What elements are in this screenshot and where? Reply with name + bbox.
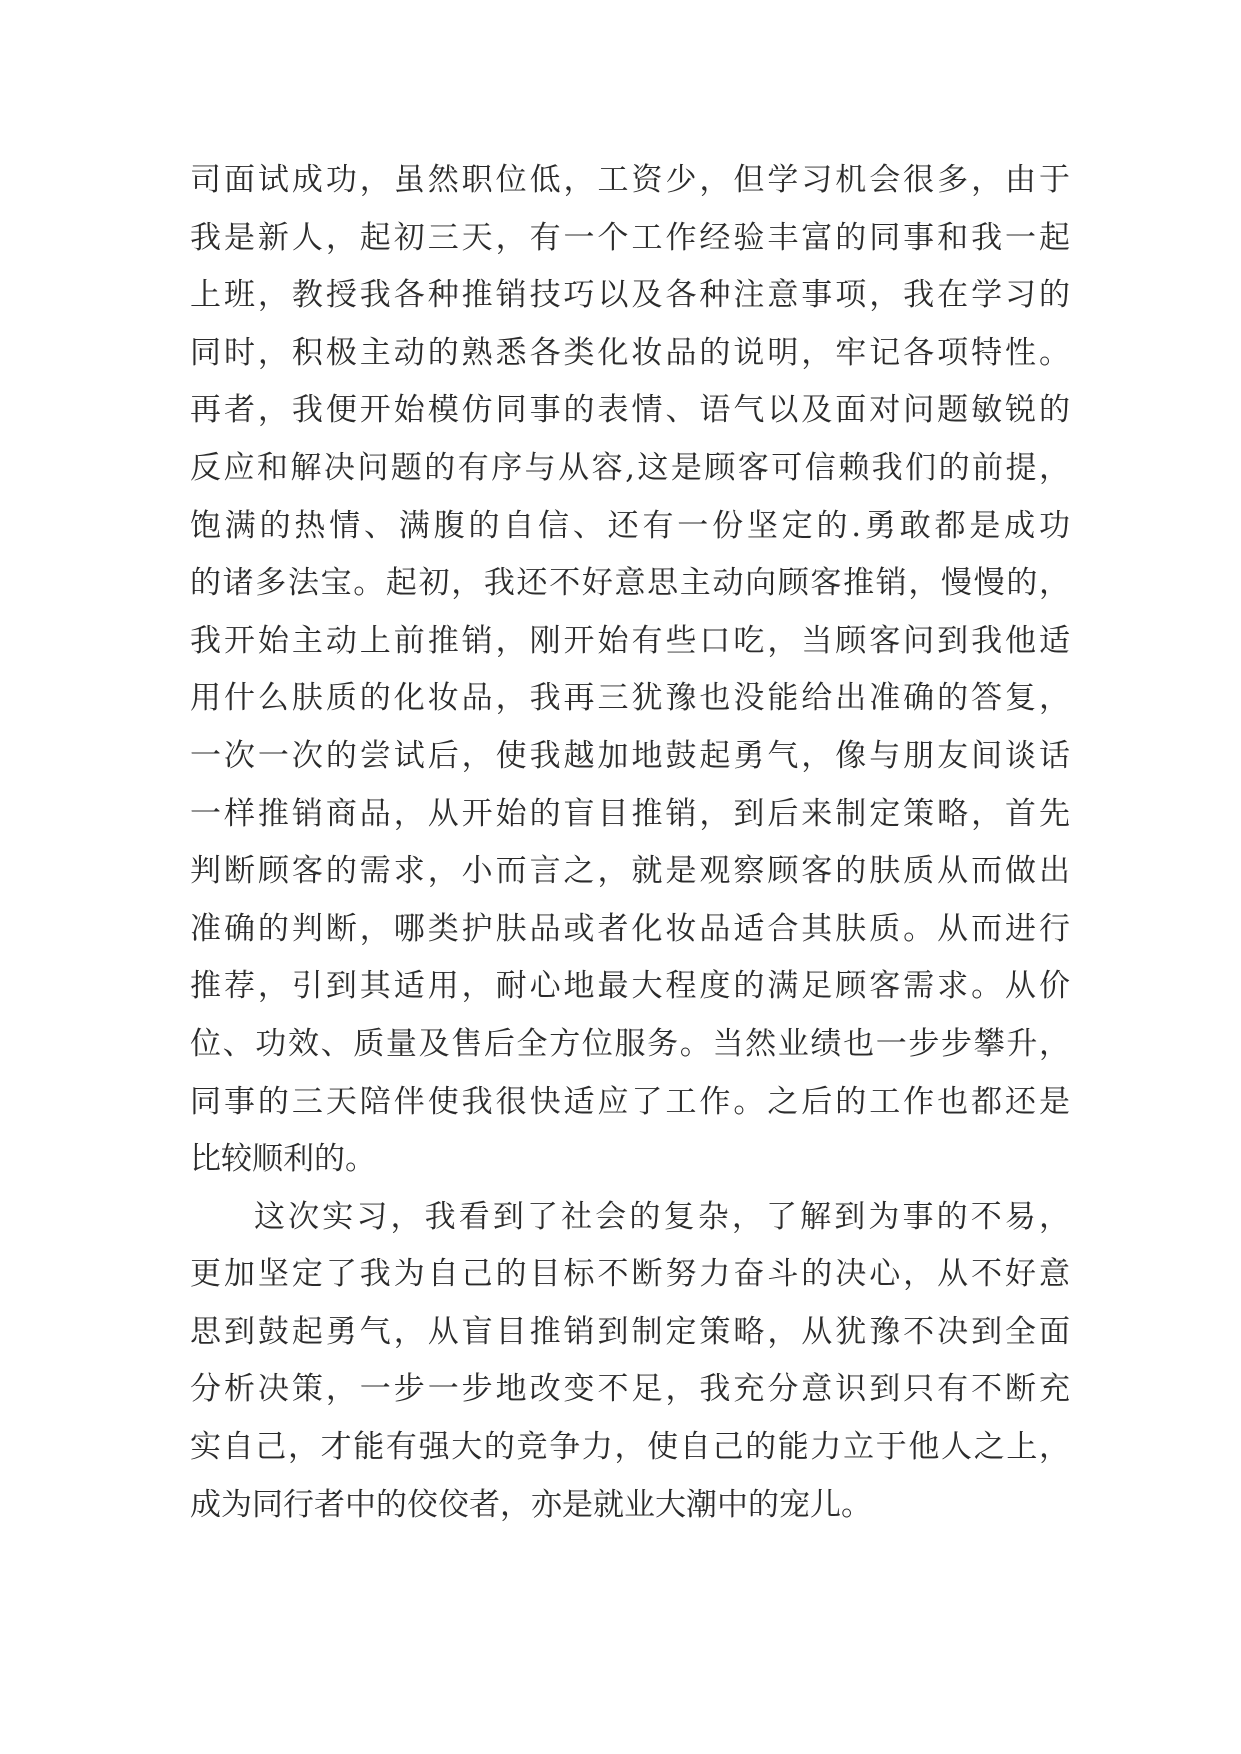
text-line: 同时，积极主动的熟悉各类化妆品的说明，牢记各项特性。 (190, 334, 1070, 371)
text-line: 用什么肤质的化妆品，我再三犹豫也没能给出准确的答复， (190, 680, 1070, 717)
text-line: 这次实习，我看到了社会的复杂，了解到为事的不易， (254, 1198, 1070, 1235)
text-line: 一次一次的尝试后，使我越加地鼓起勇气，像与朋友间谈话 (190, 737, 1070, 774)
text-line: 司面试成功，虽然职位低，工资少，但学习机会很多，由于 (190, 162, 1070, 198)
text-line: 同事的三天陪伴使我很快适应了工作。之后的工作也都还是 (190, 1083, 1070, 1120)
text-line: 上班，教授我各种推销技巧以及各种注意事项，我在学习的 (190, 277, 1070, 314)
text-line: 判断顾客的需求，小而言之，就是观察顾客的肤质从而做出 (190, 853, 1070, 890)
text-line: 的诸多法宝。起初，我还不好意思主动向顾客推销，慢慢的， (190, 565, 1070, 602)
paragraph-2 (190, 1197, 1070, 1543)
body-text (190, 160, 1070, 1542)
text-line: 比较顺利的。 (190, 1141, 376, 1178)
text-line: 位、功效、质量及售后全方位服务。当然业绩也一步步攀升， (190, 1025, 1070, 1062)
text-line: 反应和解决问题的有序与从容,这是顾客可信赖我们的前提， (190, 449, 1070, 486)
text-line: 成为同行者中的佼佼者，亦是就业大潮中的宠儿。 (190, 1486, 872, 1523)
text-line: 实自己，才能有强大的竞争力，使自己的能力立于他人之上， (190, 1429, 1070, 1466)
text-line: 我开始主动上前推销，刚开始有些口吃，当顾客问到我他适 (190, 622, 1070, 659)
text-line: 更加坚定了我为自己的目标不断努力奋斗的决心，从不好意 (190, 1256, 1070, 1293)
text-line: 饱满的热情、满腹的自信、还有一份坚定的.勇敢都是成功 (190, 507, 1070, 544)
paragraph-1 (190, 160, 1070, 1197)
text-line: 分析决策，一步一步地改变不足，我充分意识到只有不断充 (190, 1371, 1070, 1408)
text-line: 我是新人，起初三天，有一个工作经验丰富的同事和我一起 (190, 219, 1070, 256)
text-line: 一样推销商品，从开始的盲目推销，到后来制定策略，首先 (190, 795, 1070, 832)
text-line: 思到鼓起勇气，从盲目推销到制定策略，从犹豫不决到全面 (190, 1313, 1070, 1350)
text-line: 推荐，引到其适用，耐心地最大程度的满足顾客需求。从价 (190, 968, 1070, 1005)
text-line: 再者，我便开始模仿同事的表情、语气以及面对问题敏锐的 (190, 392, 1070, 429)
text-line: 准确的判断，哪类护肤品或者化妆品适合其肤质。从而进行 (190, 910, 1070, 947)
